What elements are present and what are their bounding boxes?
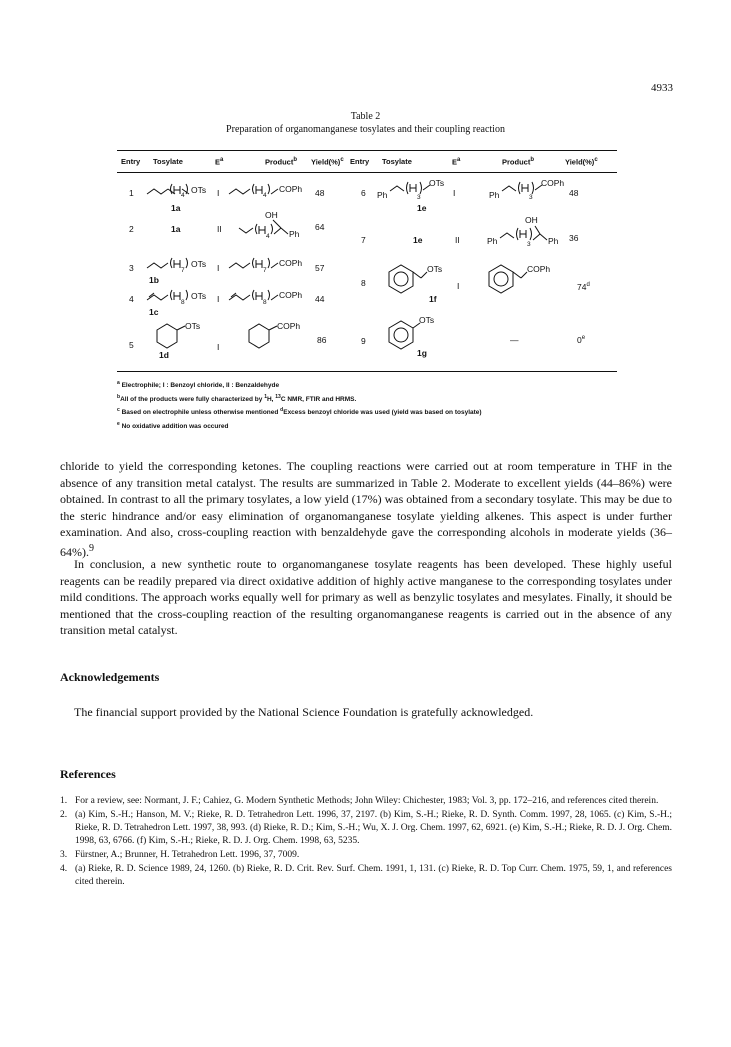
table-footnotes [117,378,482,433]
electrophile: I [453,188,456,198]
tosylate-label: 1a [171,203,181,213]
svg-text:COPh: COPh [541,178,565,188]
electrophile: I [217,342,220,352]
svg-text:3: 3 [527,241,531,248]
svg-text:OTs: OTs [191,185,207,195]
tosylate-structure-1c [145,286,213,308]
yield-value: 36 [569,233,579,243]
entry-number: 1 [129,188,134,198]
tosylate-label: 1b [149,275,159,285]
yield-value: 64 [315,222,325,232]
svg-text:COPh: COPh [527,264,551,274]
svg-text:Ph: Ph [377,190,388,200]
svg-text:OH: OH [265,210,278,220]
tosylate-structure-1f [375,258,455,302]
svg-text:4: 4 [181,192,185,199]
header-entry: Entry [121,157,141,166]
footnote-e: $^e$ No oxidative addition was occured [117,420,229,431]
body-paragraph: In conclusion, a new synthetic route to organomanganese tosylate reagents has been developed. These highly useful reagents can be readily prepared via direct oxidative addition of highly active manganese to the corresponding tosylates under mild conditions. The approach works equally well for primary as well as benzylic tosylates and mesylates. Finally, it should be mentioned that the cross-coupling reaction of the resulting organomanganese reagents is carried out in the absence of any transition metal catalyst. [60,557,672,637]
tosylate-label: 1d [159,350,169,360]
svg-text:4: 4 [266,233,270,240]
electrophile: II [217,224,222,234]
yield-value: 0e [577,335,586,345]
product-structure-ketone [483,258,569,302]
entry-number: 7 [361,235,366,245]
tosylate-label: 1e [413,235,423,245]
reference-list [60,795,672,890]
acknowledgements-text: The financial support provided by the National Science Foundation is gratefully acknowledged. [74,705,534,719]
svg-text:OTs: OTs [419,315,435,325]
svg-text:OTs: OTs [191,259,207,269]
table-header-rule [117,172,617,173]
svg-text:OTs: OTs [185,321,201,331]
electrophile: I [217,188,220,198]
product-structure-ketone [227,254,309,276]
product-structure-ketone [487,176,565,202]
entry-number: 8 [361,278,366,288]
table-bottom-rule [117,371,617,372]
svg-text:3: 3 [529,194,533,201]
entry-number: 3 [129,263,134,273]
svg-text:COPh: COPh [277,321,301,331]
body-paragraph: chloride to yield the corresponding ketones. The coupling reactions were carried out at room temperature in THF in the absence of any transition metal catalyst. The results are summarized in Table 2. Moderate to excellent yields (44–86%) were obtained. In contrast to all the primary tosylates, a low yield (17%) was obtained from a secondary tosylate. This may be due to the steric hindrance and/or easy elimination of organomanganese tosylate yielding alkenes. This aspect is under further examination. And also, cross-coupling reaction with benzaldehyde gave the corresponding alcohols in moderate yields (36–64%).$^9$ [60,459,672,559]
table-top-rule [117,150,617,151]
product-none: — [510,335,519,345]
references-heading: References [60,767,116,781]
entry-number: 4 [129,294,134,304]
svg-text:COPh: COPh [279,258,303,268]
tosylate-structure-1a [145,178,213,200]
electrophile: I [217,263,220,273]
table-caption-text: Preparation of organomanganese tosylates and their coupling reaction [226,124,505,135]
reference-item: 2. (a) Kim, S.-H.; Hanson, M. V.; Rieke, R. D. Tetrahedron Lett. 1996, 37, 2197. (b) Kim, S.-H.; Rieke, R. D. Synth. Comm. 1997, 28, 1065. (c) Kim, S.-H.; Rieke, R. D. Tetrahedron Lett. 1997, 38, 993. (d) Rieke, R. D.; Kim, S.-H.; Wu, X. J. Org. Chem. 1997, 62, 6921. (e) Kim, S.-H.; Rieke, R. D. J. Org. Chem. 1998, 63, 6766. (f) Kim, S.-H.; Rieke, R. D. J. Org. Chem. 1998, 63, 5235. [60,810,672,846]
header-e: $E^a$ [215,157,224,167]
yield-value: 44 [315,294,325,304]
product-structure-ketone [227,178,309,200]
svg-text:Ph: Ph [489,190,500,200]
svg-text:OH: OH [525,215,538,225]
header-tosylate: Tosylate [153,157,183,166]
product-structure-alcohol [485,214,567,250]
table-title: Table 2 [350,111,381,122]
product-structure-ketone [243,318,311,362]
yield-value: 57 [315,263,325,273]
electrophile: I [457,281,460,291]
yield-value: 48 [569,188,579,198]
svg-text:7: 7 [263,267,267,274]
header-tosylate-2: Tosylate [382,157,412,166]
product-structure-ketone [227,286,309,308]
svg-text:Ph: Ph [289,229,300,239]
header-product: Product$^b$ [265,157,298,167]
footnote-b: $^b$All of the products were fully characterized by $^1$H, $^{13}$C NMR, FTIR and HRMS. [117,393,357,403]
header-yield-2: Yield(%)$^c$ [565,157,598,167]
tosylate-label: 1a [171,224,181,234]
svg-text:OTs: OTs [429,178,445,188]
header-entry-2: Entry [350,157,370,166]
svg-text:Ph: Ph [548,236,559,246]
electrophile: I [217,294,220,304]
tosylate-label: 1f [429,294,437,304]
yield-value: 48 [315,188,325,198]
reference-item: 4. (a) Rieke, R. D. Science 1989, 24, 1260. (b) Rieke, R. D. Crit. Rev. Surf. Chem. 1991, 1, 131. (c) Rieke, R. D. Top Curr. Chem. 1975, 59, 1, and references cited therein. [60,864,672,887]
svg-text:COPh: COPh [279,290,303,300]
tosylate-label: 1e [417,203,427,213]
svg-text:4: 4 [263,192,267,199]
entry-number: 2 [129,224,134,234]
entry-number: 9 [361,336,366,346]
tosylate-structure-1e [375,176,449,202]
header-product-2: Product$^b$ [502,157,535,167]
table-caption [0,110,731,136]
reference-item: 3. Fürstner, A.; Brunner, H. Tetrahedron Lett. 1996, 37, 7009. [60,850,300,860]
svg-text:OTs: OTs [191,291,207,301]
tosylate-structure-1d [143,318,220,362]
header-yield: Yield(%)$^c$ [311,157,344,167]
svg-text:OTs: OTs [427,264,443,274]
reference-item: 1. For a review, see: Normant, J. F.; Cahiez, G. Modern Synthetic Methods; John Wiley: Chichester, 1983; Vol. 3, pp. 172–216, and references cited therein. [60,796,659,806]
footnote-c-d: $^c$ Based on electrophile unless otherwise mentioned $^d$Excess benzoyl chloride was used (yield was based on tosylate) [117,407,482,417]
electrophile: II [455,235,460,245]
entry-number: 6 [361,188,366,198]
svg-text:Ph: Ph [487,236,498,246]
tosylate-label: 1c [149,307,159,317]
svg-text:3: 3 [417,194,421,201]
svg-text:7: 7 [181,267,185,274]
tosylate-label: 1g [417,348,427,358]
tosylate-structure-1b [145,254,213,276]
page-number: 4933 [651,82,673,94]
tosylate-structure-1g [375,314,455,358]
acknowledgements-heading: Acknowledgements [60,670,160,684]
svg-text:8: 8 [263,299,267,306]
data-table [117,150,617,372]
footnote-a: $^a$ Electrophile; I : Benzoyl chloride, II : Benzaldehyde [117,380,280,390]
svg-text:8: 8 [181,299,185,306]
yield-value: 86 [317,335,327,345]
svg-text:COPh: COPh [279,184,303,194]
header-e-2: $E^a$ [452,157,461,167]
entry-number: 5 [129,340,134,350]
yield-value: 74$^d$ [577,282,590,292]
product-structure-alcohol [237,210,311,244]
